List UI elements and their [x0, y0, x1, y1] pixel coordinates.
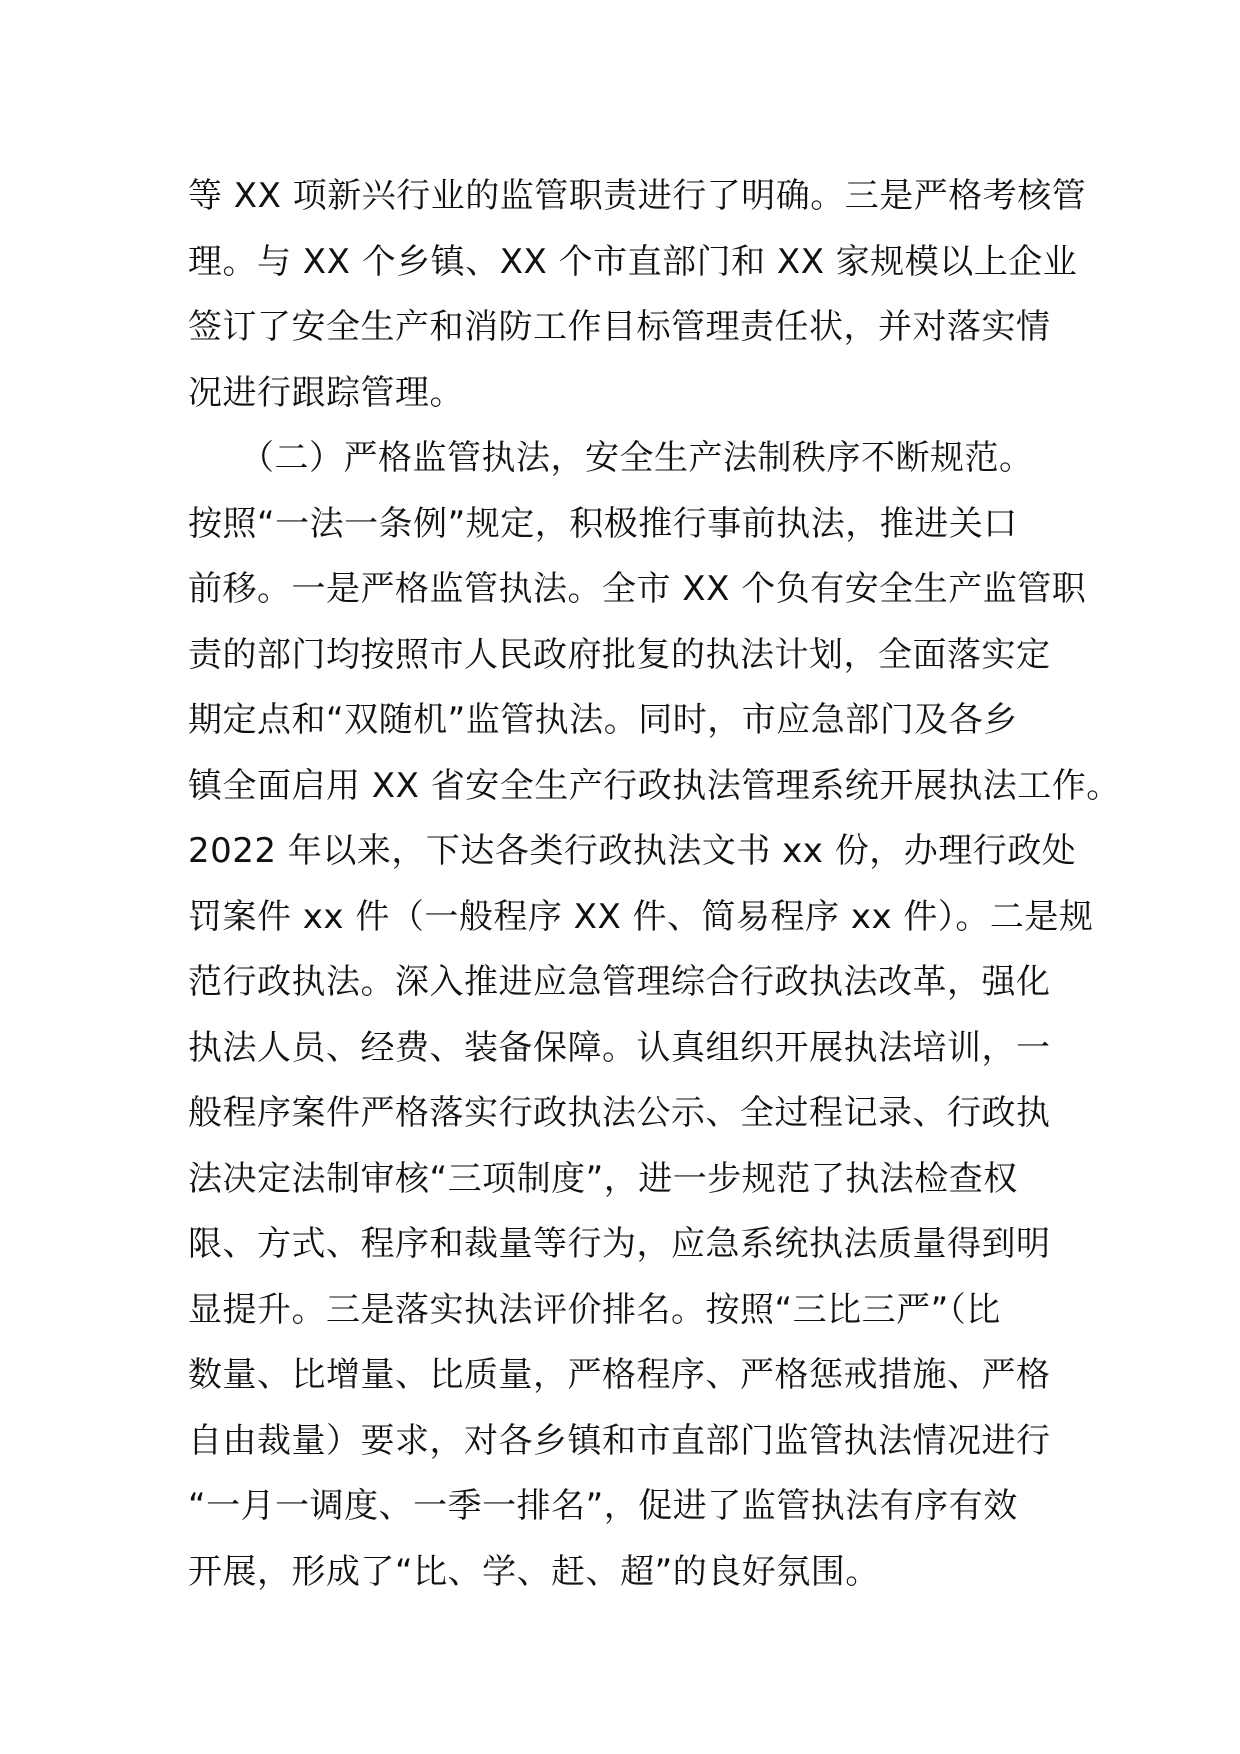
text-line: 范行政执法。深入推进应急管理综合行政执法改革，强化: [188, 962, 1051, 1002]
text-line: 限、方式、程序和裁量等行为，应急系统执法质量得到明: [188, 1224, 1051, 1264]
text-line: 显提升。三是落实执法评价排名。按照“三比三严”（比: [188, 1289, 1001, 1330]
text-line: 般程序案件严格落实行政执法公示、全过程记录、行政执: [188, 1093, 1051, 1133]
text-line: 罚案件 xx 件（一般程序 XX 件、简易程序 xx 件）。二是规: [188, 896, 1094, 937]
text-line: 自由裁量）要求，对各乡镇和市直部门监管执法情况进行: [188, 1420, 1051, 1461]
text-line: 镇全面启用 XX 省安全生产行政执法管理系统开展执法工作。: [188, 765, 1121, 806]
text-line: 数量、比增量、比质量，严格程序、严格惩戒措施、严格: [188, 1355, 1051, 1395]
text-line: 前移。一是严格监管执法。全市 XX 个负有安全生产监管职: [188, 569, 1087, 609]
text-line: 法决定法制审核“三项制度”，进一步规范了执法检查权: [188, 1158, 1018, 1199]
text-line: 期定点和“双随机”监管执法。同时，市应急部门及各乡: [188, 700, 1018, 740]
text-line: 开展，形成了“比、学、赶、超”的良好氛围。: [188, 1551, 880, 1592]
text-line: 执法人员、经费、装备保障。认真组织开展执法培训，一: [188, 1027, 1051, 1068]
text-line: 责的部门均按照市人民政府批复的执法计划，全面落实定: [188, 634, 1051, 675]
section-heading-line: （二）严格监管执法，安全生产法制秩序不断规范。: [188, 438, 1034, 478]
text-line: 签订了安全生产和消防工作目标管理责任状，并对落实情: [188, 307, 1051, 347]
text-line: 等 XX 项新兴行业的监管职责进行了明确。三是严格考核管: [188, 176, 1087, 216]
text-line: 理。与 XX 个乡镇、XX 个市直部门和 XX 家规模以上企业: [188, 241, 1078, 282]
body-text: [188, 164, 1121, 1605]
text-line: 况进行跟踪管理。: [188, 372, 464, 413]
text-line: 2022 年以来，下达各类行政执法文书 xx 份，办理行政处: [188, 831, 1077, 871]
text-line: 按照“一法一条例”规定，积极推行事前执法，推进关口: [188, 503, 1018, 544]
text-line: “一月一调度、一季一排名”，促进了监管执法有序有效: [188, 1486, 1018, 1526]
